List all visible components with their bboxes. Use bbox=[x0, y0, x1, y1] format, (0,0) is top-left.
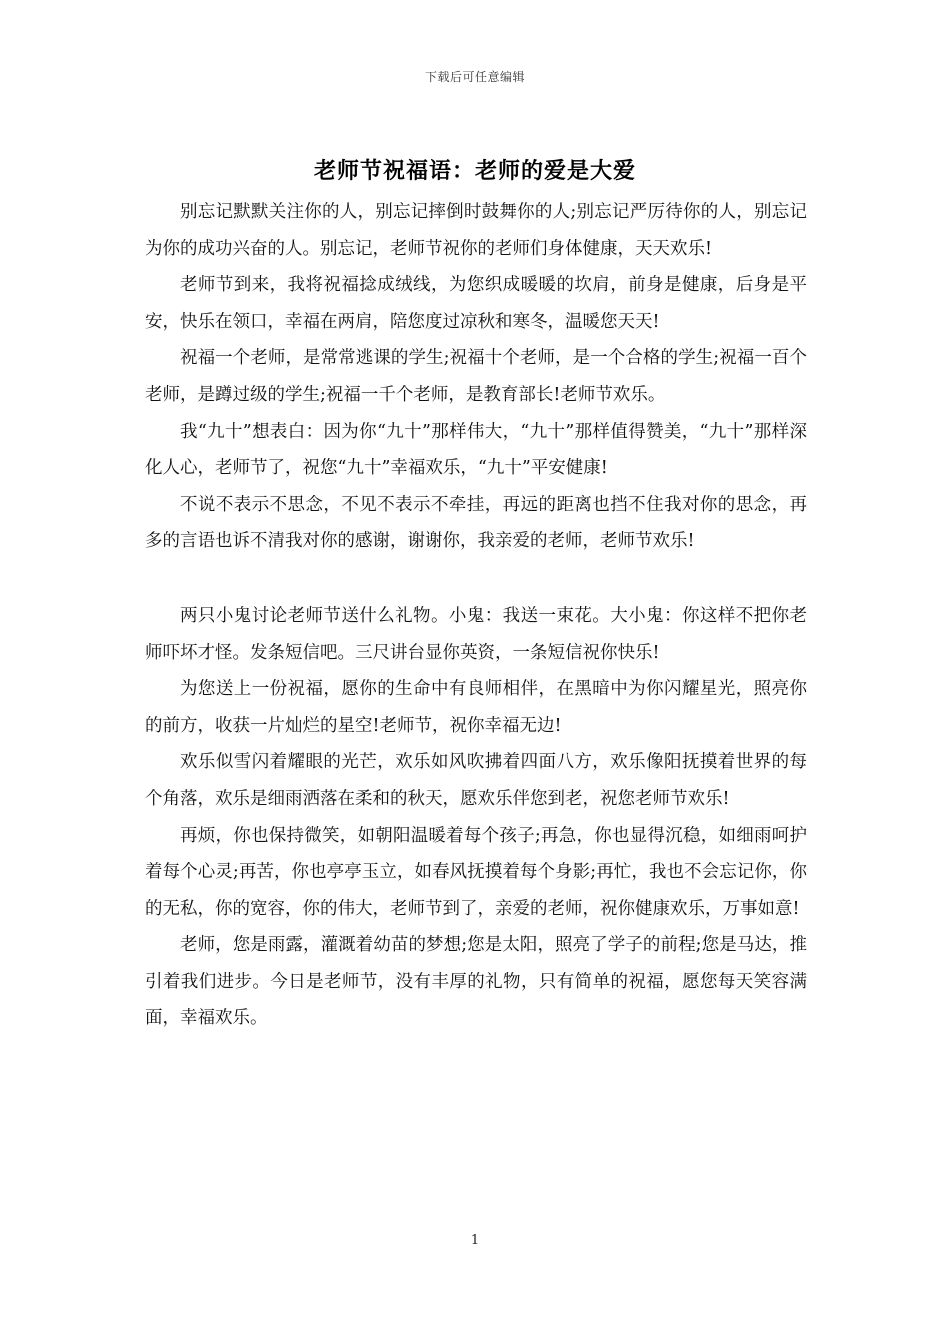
header-note: 下载后可任意编辑 bbox=[424, 70, 525, 84]
paragraph: 欢乐似雪闪着耀眼的光芒，欢乐如风吹拂着四面八方，欢乐像阳抚摸着世界的每个角落，欢乐是细雨洒落在柔和的秋天，愿欢乐伴您到老，祝您老师节欢乐! bbox=[145, 752, 807, 809]
paragraph: 两只小鬼讨论老师节送什么礼物。小鬼：我送一束花。大小鬼：你这样不把你老师吓坏才怪。发条短信吧。三尺讲台显你英资，一条短信祝你快乐! bbox=[145, 605, 807, 663]
paragraph: 不说不表示不思念，不见不表示不牵挂，再远的距离也挡不住我对你的思念，再多的言语也诉不清我对你的感谢，谢谢你，我亲爱的老师，老师节欢乐! bbox=[145, 494, 807, 552]
paragraph: 祝福一个老师，是常常逃课的学生;祝福十个老师，是一个合格的学生;祝福一百个老师，是蹲过级的学生;祝福一千个老师，是教育部长!老师节欢乐。 bbox=[145, 348, 807, 405]
document-title: 老师节祝福语：老师的爱是大爱 bbox=[313, 158, 636, 184]
page-number: 1 bbox=[470, 1233, 480, 1248]
paragraph: 老师节到来，我将祝福捻成绒线，为您织成暖暖的坎肩，前身是健康，后身是平安，快乐在领口，幸福在两肩，陪您度过凉秋和寒冬，温暖您天天! bbox=[145, 275, 807, 332]
paragraph: 为您送上一份祝福，愿你的生命中有良师相伴，在黑暗中为你闪耀星光，照亮你的前方，收获一片灿烂的星空!老师节，祝你幸福无边! bbox=[145, 679, 807, 736]
paragraph: 我“九十”想表白：因为你“九十”那样伟大，“九十”那样值得赞美，“九十”那样深化人心，老师节了，祝您“九十”幸福欢乐，“九十”平安健康! bbox=[145, 421, 807, 479]
document-body bbox=[145, 194, 807, 1037]
paragraph: 再烦，你也保持微笑，如朝阳温暖着每个孩子;再急，你也显得沉稳，如细雨呵护着每个心灵;再苦，你也亭亭玉立，如春风抚摸着每个身影;再忙，我也不会忘记你，你的无私，你的宽容，你的伟大，老师节到了，亲爱的老师，祝你健康欢乐，万事如意! bbox=[145, 825, 807, 919]
paragraph: 老师，您是雨露，灌溉着幼苗的梦想;您是太阳，照亮了学子的前程;您是马达，推引着我们进步。今日是老师节，没有丰厚的礼物，只有简单的祝福，愿您每天笑容满面，幸福欢乐。 bbox=[145, 935, 807, 1029]
paragraph: 别忘记默默关注你的人，别忘记摔倒时鼓舞你的人;别忘记严厉待你的人，别忘记为你的成功兴奋的人。别忘记，老师节祝你的老师们身体健康，天天欢乐! bbox=[145, 202, 807, 259]
